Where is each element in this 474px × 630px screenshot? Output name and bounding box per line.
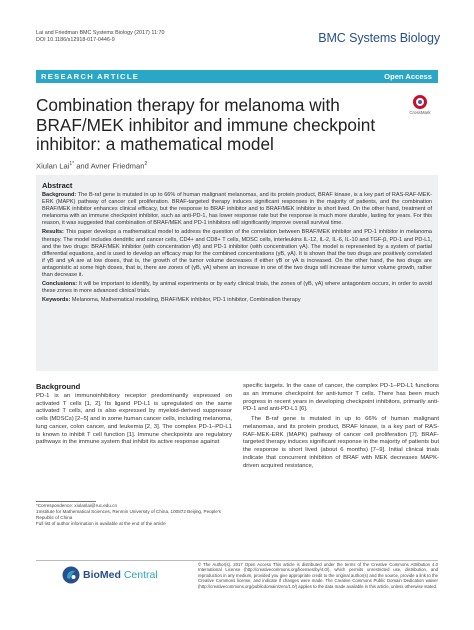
journal-name: BMC Systems Biology (318, 31, 440, 45)
body-column-right (243, 383, 439, 472)
article-title: Combination therapy for melanoma with BRAF/MEK inhibitor and immune checkpoint inhibitor: a mathematical model (36, 95, 376, 154)
abstract-box (36, 175, 438, 371)
author-name: Xiulan Lai (36, 161, 70, 171)
abstract-keywords (42, 297, 432, 304)
article-header-info (36, 30, 164, 44)
author-name: and Avner Friedman (74, 161, 145, 171)
abstract-section-text: The B-raf gene is mutated in up to 66% of human malignant melanomas, and its protein product, BRAF kinase, is a key part of RAS-RAF-MEK-ERK (MAPK) pathway of cancer cell proliferation. BRAF-targeted therapy induces significant responses in the majority of patients, and the combination BRAF/MEK inhibitor enhances clinical efficacy, but the response to BRAF inhibitor and to BRAF/MEK inhibitor is short lived. On the other hand, treatment of melanoma with an immune checkpoint inhibitor, such as anti-PD-1, has lower response rate but the response is much more durable, lasting for years. For this reason, it was suggested that combination of BRAF/MEK and PD-1 inhibitors will significantly improve overall survival time. (42, 192, 432, 227)
author-list (36, 161, 147, 171)
author-affiliation-mark: 2 (144, 161, 148, 167)
section-heading-background: Background (36, 382, 81, 391)
crossmark-label: CrossMark (409, 110, 431, 115)
affiliation-footnote: 1Institute for Mathematical Sciences, Renmin University of China, 100872 Beijing, People's Republic of China (36, 509, 221, 521)
license-statement: © The Author(s). 2017 Open Access This article is distributed under the terms of the Creative Commons Attribution 4.0 International License (http://creativecommons.org/licenses/by/4.0/), which permits unrestricted use, distribution, and reproduction in any medium, provided you give appropriate credit to the original author(s) and the source, provide a link to the Creative Commons license, and indicate if changes were made. The Creative Commons Public Domain Dedication waiver (http://creativecommons.org/publicdomain/zero/1.0/) applies to the data made available in this article, unless otherwise stated. (198, 562, 438, 589)
publisher-logo[interactable] (62, 566, 172, 586)
abstract-section-label: Background: (42, 192, 77, 198)
citation-line: Lai and Friedman BMC Systems Biology (2017) 11:70 (36, 30, 165, 36)
abstract-results (42, 229, 432, 279)
article-type-label: RESEARCH ARTICLE (41, 72, 140, 81)
footnotes (36, 503, 232, 527)
author-info-note: Full list of author information is available at the end of the article (36, 521, 166, 527)
abstract-heading: Abstract (42, 181, 73, 190)
abstract-section-label: Conclusions: (42, 281, 78, 288)
abstract-section-label: Results: (42, 229, 64, 236)
abstract-section-text: It will be important to identify, by animal experiments or by early clinical trials, the zones of (γB, γA) where antagonism occurs, in order to avoid these zones in more advanced clinical trials. (42, 281, 432, 295)
body-column-left (36, 383, 232, 449)
body-paragraph: specific targets. In the case of cancer, the complex PD-1–PD-L1 functions as an immune checkpoint for anti-tumor T cells. There has been much progress in recent years in developing checkpoint inhibitors, primarily anti-PD-1 and anti-PD-L1 [6]. (243, 383, 439, 413)
open-access-label: Open Access (384, 72, 432, 81)
article-type-banner (36, 70, 438, 83)
abstract-section-label: Keywords: (42, 297, 71, 304)
keywords-text: Melanoma, Mathematical modeling, BRAF/MEK inhibitor, PD-1 inhibitor, Combination therapy (71, 297, 301, 304)
abstract-conclusions (42, 281, 432, 295)
crossmark-icon (413, 95, 427, 109)
body-paragraph: The B-raf gene is mutated in up to 66% of human malignant melanomas, and its protein product, BRAF kinase, is a key part of RAS-RAF-MEK-ERK (MAPK) pathway of cancer cell proliferation [7]. BRAF-targeted therapy induces significant response in the majority of patients but the response is short lived (about 6 months) [7–9]. Initial clinical trials indicate that concurrent inhibition of BRAF with MEK decreases MAPK-driven acquired resistance, (243, 416, 439, 469)
body-paragraph: PD-1 is an immunoinhibitory receptor predominantly expressed on activated T cells [1, 2]. Its ligand PD-L1 is upregulated on the same activated T cells, and is also expressed by myeloid-derived suppressor cells (MDSCs) [2–5] and in some human cancer cells, including melanoma, lung cancer, colon cancer, and leukemia [2, 3]. The complex PD-1–PD-L1 is known to inhibit T cell function [1]. Immune checkpoints are regulatory pathways in the immune system that inhibit its active response against (36, 392, 232, 446)
footer-divider (36, 560, 438, 561)
author-affiliation-mark: 1* (69, 161, 75, 167)
publisher-name (83, 569, 158, 581)
correspondence-footnote: *Correspondence: xiulanlai@ruc.edu.cn (36, 503, 118, 508)
doi-line: DOI 10.1186/s12918-017-0446-9 (36, 37, 115, 43)
crossmark-badge[interactable] (400, 95, 440, 115)
abstract-background (42, 192, 432, 227)
biomed-central-logo-icon (62, 566, 80, 584)
abstract-section-text: This paper develops a mathematical model to address the question of the correlation between BRAF/MEK inhibitor and PD-1 inhibitor in melanoma therapy. The model includes dendritic and cancer cells, CD4+ and CD8+ T cells, MDSC cells, interleukins IL-12, IL-2, IL-6, IL-10 and TGF-β, PD-1 and PD-L1, and the two drugs: BRAF/MEK inhibitor (with concentration γB) and PD-1 inhibitor (with concentration γA). The model is represented by a system of partial differential equations, and is used to develop an efficacy map for the combined concentrations (γB, γA). It is shown that the two drugs are positively correlated if γB and γA are at low doses, that is, the growth of the tumor volume decreases if either γB or γA is increased. On the other hand, the two drugs are antagonistic at some high doses, that is, there are zones of (γB, γA) where an increase in one of the two drugs will increase the tumor volume growth, rather than decrease it. (42, 229, 432, 279)
publisher-name-sub: Central (123, 569, 158, 581)
publisher-name-main: BioMed (83, 569, 121, 581)
footnote-divider (36, 501, 96, 502)
